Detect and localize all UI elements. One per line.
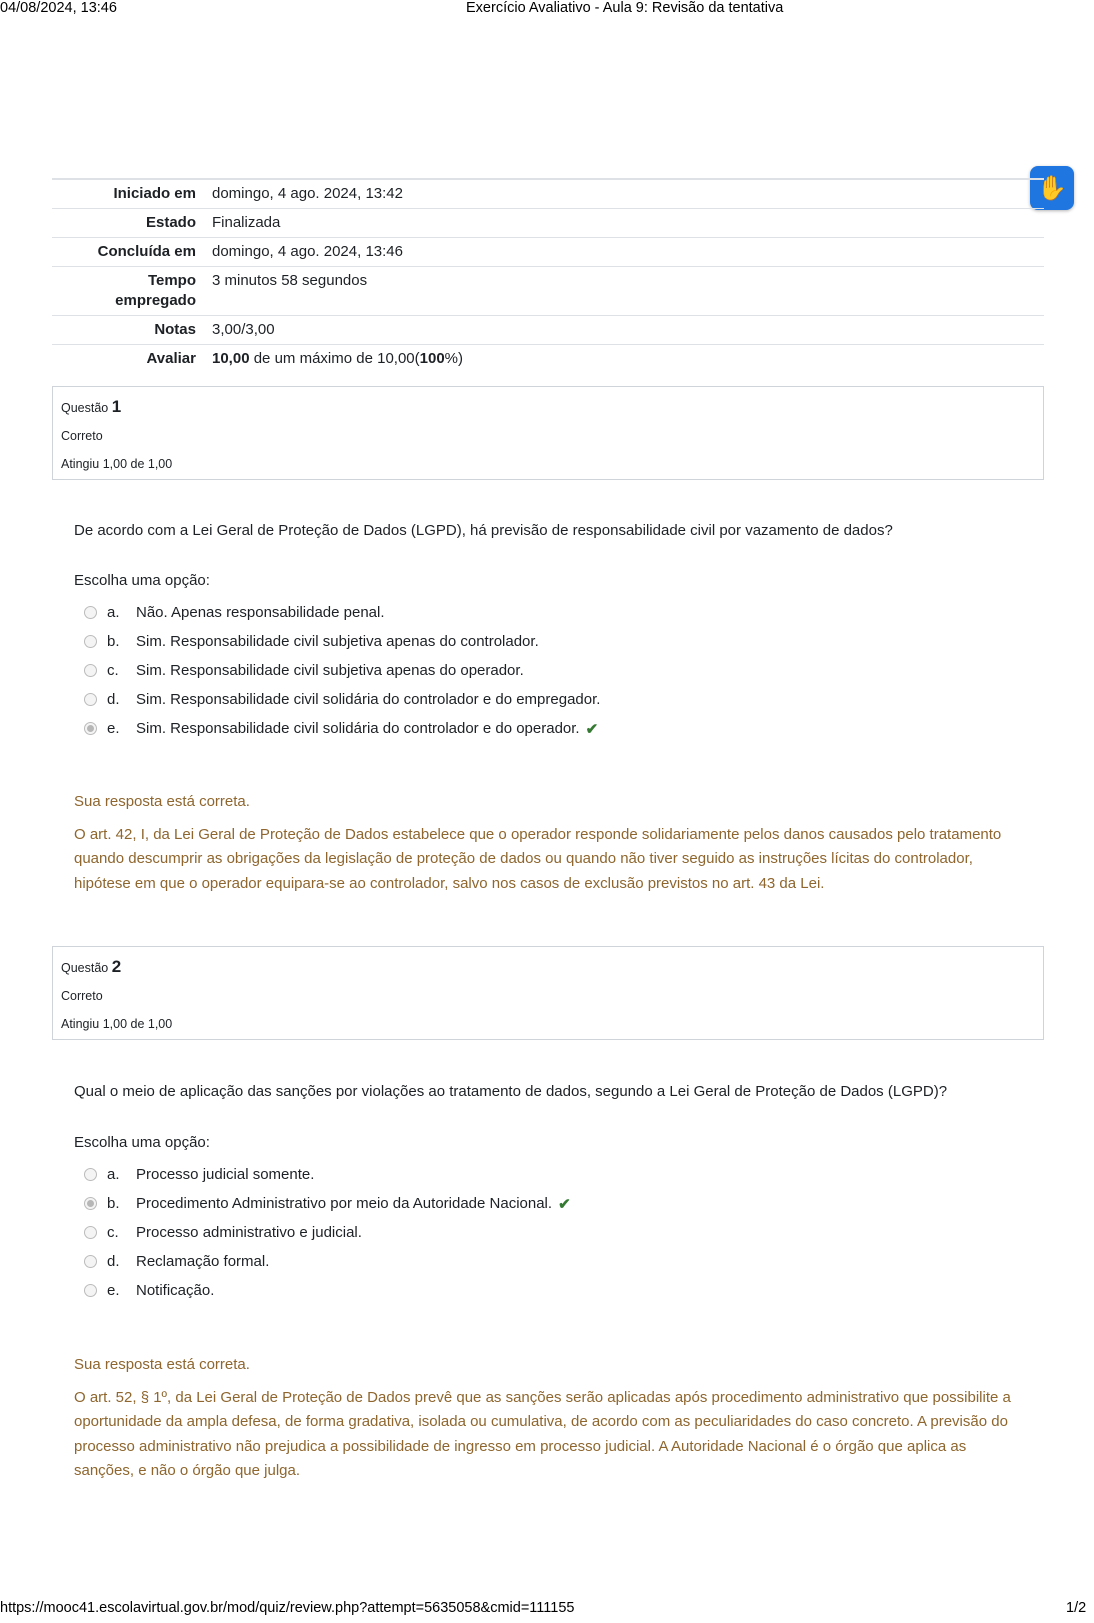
option-letter: a.: [107, 1166, 120, 1183]
answer-option[interactable]: [74, 1218, 571, 1247]
print-title: Exercício Avaliativo - Aula 9: Revisão da tentativa: [466, 0, 784, 16]
radio-button[interactable]: [84, 722, 97, 735]
answer-option[interactable]: [74, 1160, 571, 1189]
feedback-status: Sua resposta está correta.: [74, 793, 250, 810]
option-text: Não. Apenas responsabilidade penal.: [136, 604, 385, 621]
answer-options: [74, 1132, 571, 1305]
feedback: [74, 1353, 1024, 1484]
question-text: De acordo com a Lei Geral de Proteção de Dados (LGPD), há previsão de responsabilidade civil por vazamento de dados?: [74, 522, 893, 539]
sign-language-hands-icon: ✋: [1037, 174, 1067, 202]
summary-value: 3,00/3,00: [212, 321, 275, 338]
option-letter: b.: [107, 633, 120, 650]
checkmark-icon: ✔: [585, 720, 599, 738]
choose-prompt: Escolha uma opção:: [74, 1134, 210, 1151]
radio-button[interactable]: [84, 1284, 97, 1297]
question-status: Correto: [61, 429, 103, 443]
radio-button[interactable]: [84, 693, 97, 706]
option-text: Reclamação formal.: [136, 1253, 270, 1270]
question-label: Questão: [61, 401, 109, 415]
option-text: Sim. Responsabilidade civil solidária do controlador e do empregador.: [136, 691, 601, 708]
radio-button[interactable]: [84, 635, 97, 648]
print-datetime: 04/08/2024, 13:46: [0, 0, 117, 16]
feedback-text: O art. 42, I, da Lei Geral de Proteção de Dados estabelece que o operador responde solidariamente pelos danos causados pelo tratamento quando descumprir as obrigações da legislação de proteção de dados ou quando não tiver seguido as instruções lícitas do controlador, hipótese em que o operador equipara-se ao controlador, salvo nos casos de exclusão previstos no art. 43 da Lei.: [74, 825, 1002, 892]
answer-option[interactable]: [74, 627, 600, 656]
answer-options: [74, 570, 600, 743]
grade-text: de um máximo de 10,00(: [249, 350, 420, 367]
print-url: https://mooc41.escolavirtual.gov.br/mod/quiz/review.php?attempt=5635058&cmid=111155: [0, 1600, 575, 1616]
radio-button[interactable]: [84, 664, 97, 677]
option-letter: b.: [107, 1195, 120, 1212]
question-text: Qual o meio de aplicação das sanções por violações ao tratamento de dados, segundo a Lei Geral de Proteção de Dados (LGPD)?: [74, 1083, 948, 1100]
radio-button[interactable]: [84, 606, 97, 619]
summary-label: Tempo empregado: [115, 272, 196, 309]
option-text: Sim. Responsabilidade civil subjetiva apenas do operador.: [136, 662, 524, 679]
summary-value: 3 minutos 58 segundos: [212, 272, 368, 289]
checkmark-icon: ✔: [558, 1195, 571, 1213]
question-number: 1: [111, 397, 122, 416]
summary-value: Finalizada: [212, 214, 281, 231]
feedback-text: O art. 52, § 1º, da Lei Geral de Proteção de Dados prevê que as sanções serão aplicadas após procedimento administrativo que possibilite a oportunidade da ampla defesa, de forma gradativa, isolada ou cumulativa, de acordo com as peculiaridades do caso concreto. A previsão do processo administrativo não prejudica a possibilidade de ingresso em processo judicial. A Autoridade Nacional é o órgão que aplica as sanções, e não o órgão que julga.: [74, 1388, 1011, 1479]
summary-label: Avaliar: [146, 350, 196, 367]
radio-button[interactable]: [84, 1197, 97, 1210]
summary-value: domingo, 4 ago. 2024, 13:46: [212, 243, 403, 260]
option-letter: c.: [107, 662, 119, 679]
grade-text-end: %): [444, 350, 464, 367]
summary-label: Iniciado em: [113, 185, 196, 202]
answer-option[interactable]: [74, 1189, 571, 1218]
option-letter: d.: [107, 691, 120, 708]
question-number: 2: [111, 957, 122, 976]
question-score: Atingiu 1,00 de 1,00: [61, 457, 173, 471]
answer-option[interactable]: [74, 1247, 571, 1276]
print-page-number: 1/2: [1066, 1600, 1087, 1616]
feedback: [74, 790, 1024, 896]
option-text: Procedimento Administrativo por meio da Autoridade Nacional.: [136, 1195, 553, 1212]
option-letter: a.: [107, 604, 120, 621]
option-letter: e.: [107, 720, 120, 737]
answer-option[interactable]: [74, 656, 600, 685]
grade-percent: 100: [419, 350, 445, 367]
summary-value: domingo, 4 ago. 2024, 13:42: [212, 185, 403, 202]
summary-label: Concluída em: [97, 243, 196, 260]
attempt-summary: [52, 178, 1044, 373]
answer-option[interactable]: [74, 598, 600, 627]
question-status: Correto: [61, 989, 103, 1003]
answer-option[interactable]: [74, 714, 600, 743]
option-letter: d.: [107, 1253, 120, 1270]
grade-value: [212, 345, 1044, 374]
radio-button[interactable]: [84, 1168, 97, 1181]
answer-option[interactable]: [74, 1276, 571, 1305]
option-text: Sim. Responsabilidade civil solidária do controlador e do operador.: [136, 720, 580, 737]
question-info: [52, 946, 1044, 1040]
radio-button[interactable]: [84, 1226, 97, 1239]
question-info: [52, 386, 1044, 480]
grade: 10,00: [212, 350, 250, 367]
option-text: Sim. Responsabilidade civil subjetiva apenas do controlador.: [136, 633, 539, 650]
option-letter: e.: [107, 1282, 120, 1299]
feedback-status: Sua resposta está correta.: [74, 1356, 250, 1373]
radio-button[interactable]: [84, 1255, 97, 1268]
question-label: Questão: [61, 961, 109, 975]
option-text: Processo administrativo e judicial.: [136, 1224, 362, 1241]
summary-label: Estado: [145, 214, 196, 231]
choose-prompt: Escolha uma opção:: [74, 572, 210, 589]
option-letter: c.: [107, 1224, 119, 1241]
option-text: Processo judicial somente.: [136, 1166, 315, 1183]
option-text: Notificação.: [136, 1282, 215, 1299]
answer-option[interactable]: [74, 685, 600, 714]
question-score: Atingiu 1,00 de 1,00: [61, 1017, 173, 1031]
summary-label: Notas: [154, 321, 196, 338]
